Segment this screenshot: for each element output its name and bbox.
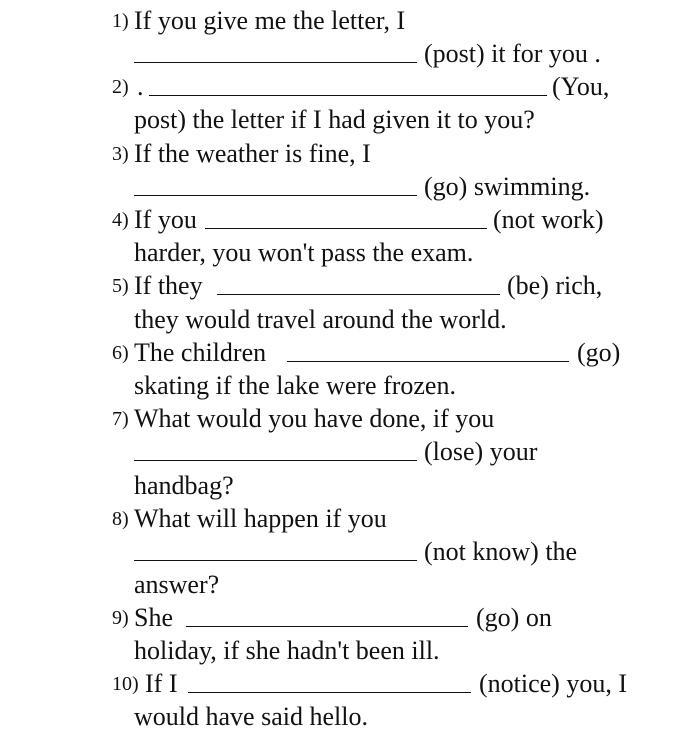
- verb-hint: (post) it for you .: [424, 39, 601, 68]
- exercise-number: 5): [112, 275, 129, 297]
- answer-blank-10[interactable]: [188, 692, 471, 693]
- answer-blank-5[interactable]: [217, 294, 500, 295]
- exercise-text: they would travel around the world.: [134, 305, 507, 334]
- exercise-number: 2): [112, 76, 129, 98]
- answer-blank-3[interactable]: [134, 195, 417, 196]
- verb-hint: (not know) the: [424, 537, 578, 566]
- verb-hint: (not work): [493, 205, 604, 234]
- verb-hint: (be) rich,: [507, 271, 603, 300]
- verb-hint: (You,: [552, 72, 610, 101]
- exercise-number: 8): [112, 508, 129, 530]
- exercise-text: harder, you won't pass the exam.: [134, 238, 474, 267]
- answer-blank-2[interactable]: [149, 95, 547, 96]
- exercise-text: holiday, if she hadn't been ill.: [134, 636, 440, 665]
- exercise-number: 9): [112, 607, 129, 629]
- verb-hint: (go) swimming.: [424, 172, 591, 201]
- exercise-text: If they: [134, 271, 203, 300]
- verb-hint: (notice) you, I: [479, 669, 628, 698]
- answer-blank-8[interactable]: [134, 560, 417, 561]
- exercise-text: post) the letter if I had given it to you?: [134, 105, 535, 134]
- exercise-text: If the weather is fine, I: [134, 139, 371, 168]
- exercise-text: If you: [134, 205, 197, 234]
- verb-hint: (go) on: [476, 603, 552, 632]
- verb-hint: (go): [577, 338, 621, 367]
- answer-blank-1[interactable]: [134, 62, 417, 63]
- verb-hint: (lose) your: [424, 437, 538, 466]
- exercise-text: She: [134, 603, 173, 632]
- exercise-text: If you give me the letter, I: [134, 6, 406, 35]
- answer-blank-4[interactable]: [205, 228, 487, 229]
- exercise-text: What will happen if you: [134, 504, 387, 533]
- exercise-text: answer?: [134, 570, 220, 599]
- exercise-text: If I: [145, 669, 178, 698]
- exercise-number: 7): [112, 408, 129, 430]
- exercise-number: 6): [112, 342, 129, 364]
- exercise-text: handbag?: [134, 471, 234, 500]
- answer-blank-7[interactable]: [134, 460, 417, 461]
- exercise-text: would have said hello.: [134, 702, 368, 731]
- exercise-text: The children: [134, 338, 267, 367]
- answer-blank-6[interactable]: [287, 361, 569, 362]
- exercise-text: skating if the lake were frozen.: [134, 371, 456, 400]
- exercise-text: What would you have done, if you: [134, 404, 495, 433]
- exercise-dot: .: [137, 72, 144, 101]
- exercise-number: 3): [112, 143, 129, 165]
- exercise-number: 10): [112, 673, 139, 695]
- answer-blank-9[interactable]: [186, 626, 468, 627]
- exercise-number: 4): [112, 209, 129, 231]
- exercise-number: 1): [112, 10, 129, 32]
